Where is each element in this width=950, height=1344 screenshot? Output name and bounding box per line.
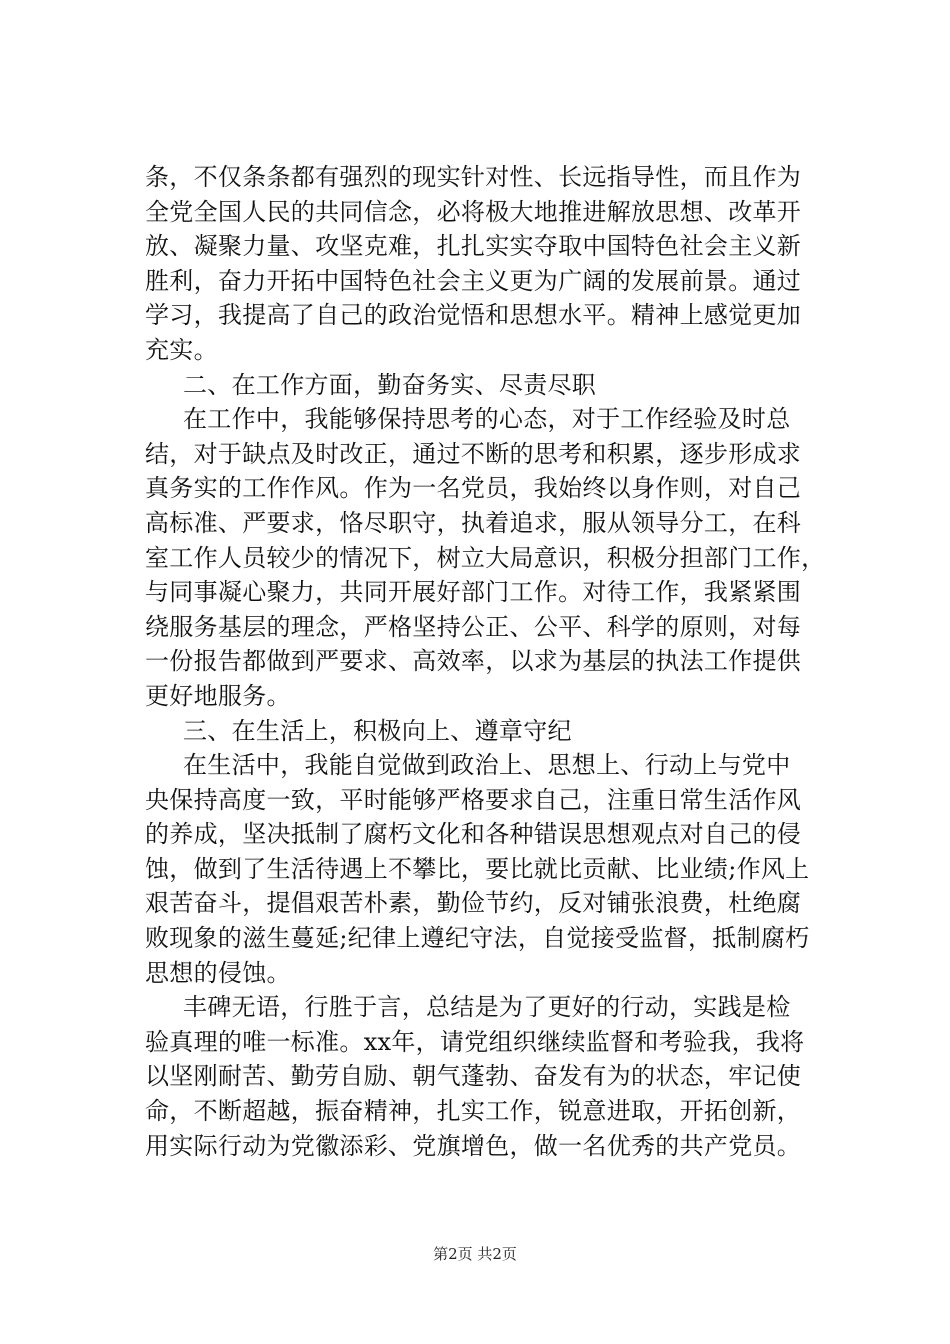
body-line: 败现象的滋生蔓延;纪律上遵纪守法，自觉接受监督，抵制腐朽 [145,924,810,953]
body-line: 充实。 [145,335,218,364]
body-line: 全党全国人民的共同信念，必将极大地推进解放思想、改革开 [145,197,802,226]
body-line: 与同事凝心聚力，共同开展好部门工作。对待工作，我紧紧围 [145,578,802,607]
body-line: 条，不仅条条都有强烈的现实针对性、长远指导性，而且作为 [145,163,802,191]
body-line: 室工作人员较少的情况下，树立大局意识，积极分担部门工作， [145,543,826,572]
body-line: 央保持高度一致，平时能够严格要求自己，注重日常生活作风 [145,785,802,814]
body-line: 验真理的唯一标准。xx年，请党组织继续监督和考验我，我将 [145,1027,805,1056]
body-line: 一份报告都做到严要求、高效率，以求为基层的执法工作提供 [145,647,802,676]
body-line: 高标准、严要求，恪尽职守，执着追求，服从领导分工，在科 [145,508,802,537]
section-heading: 三、在生活上，积极向上、遵章守纪 [183,716,572,745]
body-line: 更好地服务。 [145,681,291,710]
body-line: 蚀，做到了生活待遇上不攀比，要比就比贡献、比业绩;作风上 [145,854,810,883]
section-heading: 二、在工作方面，勤奋务实、尽责尽职 [183,370,597,399]
body-line: 命，不断超越，振奋精神，扎实工作，锐意进取，开拓创新， [145,1097,802,1126]
body-line: 绕服务基层的理念，严格坚持公正、公平、科学的原则，对每 [145,612,802,641]
document-body [145,160,826,1163]
body-line: 的养成，坚决抵制了腐朽文化和各种错误思想观点对自己的侵 [145,820,802,849]
body-line: 学习，我提高了自己的政治觉悟和思想水平。精神上感觉更加 [145,301,802,330]
body-line: 用实际行动为党徽添彩、党旗增色，做一名优秀的共产党员。 [145,1131,802,1160]
body-line: 艰苦奋斗，提倡艰苦朴素，勤俭节约，反对铺张浪费，杜绝腐 [145,889,802,918]
body-line: 在工作中，我能够保持思考的心态，对于工作经验及时总 [183,405,791,434]
body-line: 结，对于缺点及时改正，通过不断的思考和积累，逐步形成求 [145,439,802,468]
body-line: 放、凝聚力量、攻坚克难，扎扎实实夺取中国特色社会主义新 [145,232,802,261]
body-line: 以坚刚耐苦、勤劳自励、朝气蓬勃、奋发有为的状态，牢记使 [145,1062,802,1091]
body-line: 真务实的工作作风。作为一名党员，我始终以身作则，对自己 [145,474,802,503]
page-footer: 第2页 共2页 [433,1245,517,1263]
body-line: 胜利，奋力开拓中国特色社会主义更为广阔的发展前景。通过 [145,266,802,295]
body-line: 思想的侵蚀。 [145,958,291,987]
body-line: 在生活中，我能自觉做到政治上、思想上、行动上与党中 [183,751,791,780]
body-line: 丰碑无语，行胜于言，总结是为了更好的行动，实践是检 [183,993,791,1022]
